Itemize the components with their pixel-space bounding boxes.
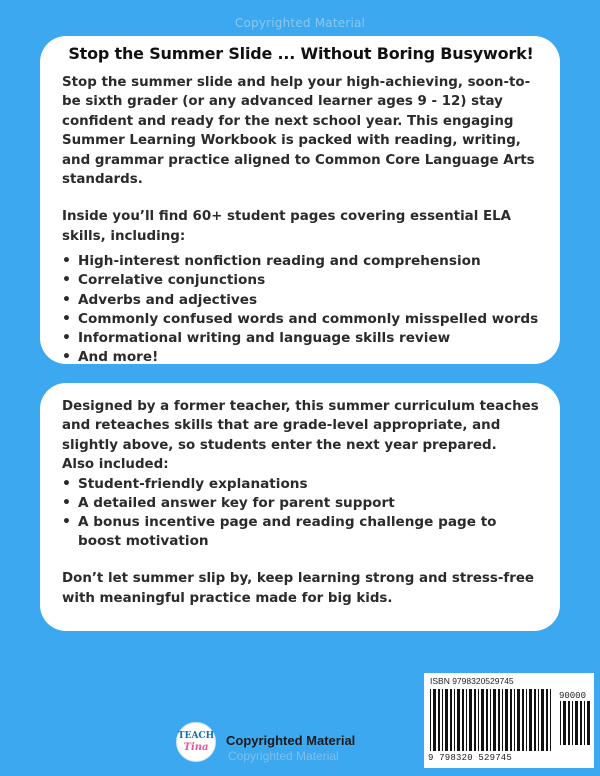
skills-intro-paragraph: Inside you’ll find 60+ student pages covering essential ELA skills, including: <box>62 209 511 244</box>
logo-text-teach: TEACH <box>177 731 215 741</box>
barcode-bar <box>478 689 479 751</box>
barcode-bar <box>541 689 544 751</box>
headline: Stop the Summer Slide ... Without Boring Busywork! <box>68 44 534 63</box>
barcode-bar <box>534 689 536 751</box>
barcode-bar <box>438 689 440 751</box>
barcode-bar <box>474 689 476 751</box>
list-item: • A detailed answer key for parent support <box>62 494 540 513</box>
logo-text-tina: Tina <box>183 742 209 753</box>
barcode-bar <box>510 689 512 751</box>
isbn-barcode <box>424 673 594 768</box>
list-item: • Adverbs and adjectives <box>62 291 540 310</box>
list-item: • High-interest nonfiction reading and comprehension <box>62 252 540 271</box>
barcode-addon-bars <box>560 701 590 745</box>
isbn-digits: 9 798320 529745 <box>428 753 513 763</box>
description-card-bottom <box>40 383 560 631</box>
list-item: • Informational writing and language skills review <box>62 329 540 348</box>
barcode-bar <box>587 701 590 745</box>
barcode-bar <box>505 689 508 751</box>
watermark-copyright-top: Copyrighted Material <box>234 16 366 30</box>
barcode-bar <box>481 689 484 751</box>
list-item: • Student-friendly explanations <box>62 475 540 494</box>
copyright-notice: Copyrighted Material <box>226 733 356 748</box>
skills-list <box>62 252 540 367</box>
barcode-bar <box>584 701 585 745</box>
barcode-bar <box>529 689 532 751</box>
barcode-bar <box>580 701 582 745</box>
barcode-bar <box>572 701 573 745</box>
barcode-bar <box>454 689 455 751</box>
barcode-bar <box>560 701 561 745</box>
barcode-bar <box>469 689 472 751</box>
barcode-bar <box>498 689 500 751</box>
barcode-bar <box>517 689 520 751</box>
intro-paragraph: Stop the summer slide and help your high-achieving, soon-to-be sixth grader (or any advanced learner ages 9 - 12) stay confident and ready for the next school year. This engaging Summer Learning Workbook is packed with reading, writing, and grammar practice aligned to Common Core Language Arts standards. <box>62 75 535 188</box>
barcode-bar <box>568 701 570 745</box>
barcode-bar <box>466 689 467 751</box>
barcode-bar <box>526 689 527 751</box>
copyright-watermark: Copyrighted Material <box>228 749 339 763</box>
included-list <box>62 475 540 552</box>
list-item: • Correlative conjunctions <box>62 271 540 290</box>
barcode-bar <box>538 689 539 751</box>
barcode-bar <box>445 689 448 751</box>
barcode-bars <box>430 689 554 751</box>
isbn-label: ISBN 9798320529745 <box>430 676 514 686</box>
barcode-bar <box>490 689 491 751</box>
barcode-bar <box>550 689 551 751</box>
barcode-bar <box>457 689 460 751</box>
designer-paragraph: Designed by a former teacher, this summer curriculum teaches and reteaches skills that are grade-level appropriate, and slightly above, so students enter the next year prepared. <box>62 399 539 453</box>
teach-tina-logo <box>176 722 216 762</box>
list-item: • Commonly confused words and commonly misspelled words <box>62 310 540 329</box>
barcode-bar <box>575 701 578 745</box>
barcode-bar <box>442 689 443 751</box>
closing-paragraph: Don’t let summer slip by, keep learning strong and stress-free with meaningful practice made for big kids. <box>62 571 534 606</box>
description-card-top <box>40 36 560 364</box>
list-item: • A bonus incentive page and reading challenge page to boost motivation <box>62 513 540 551</box>
barcode-bar <box>462 689 464 751</box>
barcode-bar <box>546 689 548 751</box>
barcode-bar <box>502 689 503 751</box>
also-included-label: Also included: <box>62 457 169 473</box>
list-item: • And more! <box>62 348 540 367</box>
barcode-bar <box>486 689 488 751</box>
barcode-bar <box>450 689 452 751</box>
barcode-bar <box>514 689 515 751</box>
barcode-bar <box>563 701 566 745</box>
barcode-bar <box>522 689 524 751</box>
barcode-bar <box>433 689 436 751</box>
price-code: 90000 <box>558 691 586 701</box>
barcode-bar <box>493 689 496 751</box>
barcode-bar <box>430 689 431 751</box>
